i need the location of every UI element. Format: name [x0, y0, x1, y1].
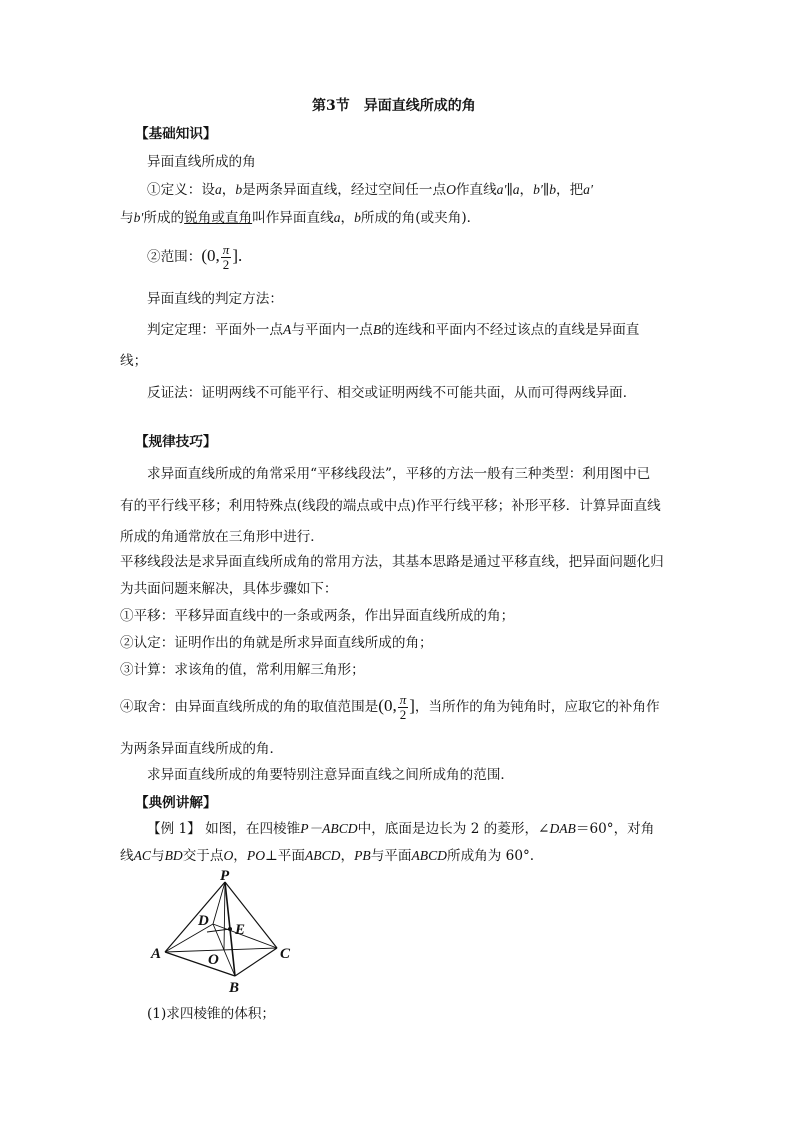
judge-title: 异面直线的判定方法：: [147, 291, 283, 307]
label-d: D: [198, 913, 209, 929]
step-2: ②认定：证明作出的角就是所求异面直线所成的角；: [120, 635, 433, 651]
tips-p1-line-2: 有的平行线平移；利用特殊点(线段的端点或中点)作平行线平移；补形平移．计算异面直线: [120, 498, 661, 514]
example-line-1: 【例 1】 如图，在四棱锥P－ABCD中，底面是边长为 2 的菱形，∠DAB＝60°，对角: [147, 821, 655, 837]
section-heading-basics: 【基础知识】: [135, 126, 217, 142]
tips-p1-line-1: 求异面直线所成的角常采用“平移线段法”，平移的方法一般有三种类型：利用图中已: [147, 466, 651, 482]
step-4-line-1: ④取舍：由异面直线所成的角的取值范围是(0, $\frac{\pi}{2}$ ]，当所作的角为钝角时，应取它的补角作: [120, 692, 660, 722]
range-line: ②范围：(0, $\frac{\pi}{2}$ ].: [147, 242, 243, 272]
edge-ab: [165, 952, 235, 976]
label-a: A: [151, 946, 162, 962]
section-heading-tips: 【规律技巧】: [135, 434, 217, 450]
range-fraction: $\frac{\pi}{2}$: [222, 242, 230, 272]
definition-line-1: ①定义：设a，b是两条异面直线，经过空间任一点O作直线a′∥a，b′∥b，把a′: [147, 182, 593, 198]
label-e: E: [235, 922, 246, 938]
segment-de: [207, 929, 230, 932]
question-1: (1)求四棱锥的体积；: [147, 1006, 276, 1022]
step-4-line-2: 为两条异面直线所成的角．: [120, 741, 284, 757]
edge-bc: [235, 948, 277, 976]
step4-fraction: $\frac{\pi}{2}$: [399, 692, 407, 722]
definition-line-2: 与b′所成的锐角或直角叫作异面直线a，b所成的角(或夹角)．: [120, 210, 481, 226]
theorem-line-1: 判定定理：平面外一点A与平面内一点B的连线和平面内不经过该点的直线是异面直: [147, 322, 640, 338]
tips-p2-line-1: 平移线段法是求异面直线所成角的常用方法，其基本思路是通过平移直线，把异面问题化归: [120, 554, 664, 570]
label-b: B: [229, 980, 240, 996]
pyramid-figure: [145, 868, 305, 998]
label-o: O: [208, 952, 219, 968]
label-c: C: [280, 946, 291, 962]
subtitle-angle: 异面直线所成的角: [147, 154, 256, 170]
label-p: P: [220, 868, 230, 884]
diagonal-ac: [165, 948, 277, 952]
step-3: ③计算：求该角的值，常利用解三角形；: [120, 662, 365, 678]
contradiction-line: 反证法：证明两线不可能平行、相交或证明两线不可能共面，从而可得两线异面．: [147, 385, 637, 401]
page-title: 第3节 异面直线所成的角: [312, 98, 476, 114]
theorem-line-2: 线；: [120, 353, 148, 369]
section-heading-examples: 【典例讲解】: [135, 795, 217, 811]
tips-p2-line-2: 为共面问题来解决，具体步骤如下：: [120, 581, 338, 597]
edge-pa: [165, 882, 225, 952]
range-note: 求异面直线所成的角要特别注意异面直线之间所成角的范围．: [147, 767, 515, 783]
step-1: ①平移：平移异面直线中的一条或两条，作出异面直线所成的角；: [120, 608, 515, 624]
height-po: [224, 882, 225, 950]
tips-p1-line-3: 所成的角通常放在三角形中进行．: [120, 529, 324, 545]
point-e-dot: [228, 927, 232, 931]
example-line-2: 线AC与BD交于点O，PO⊥平面ABCD，PB与平面ABCD所成角为 60°.: [120, 848, 535, 864]
